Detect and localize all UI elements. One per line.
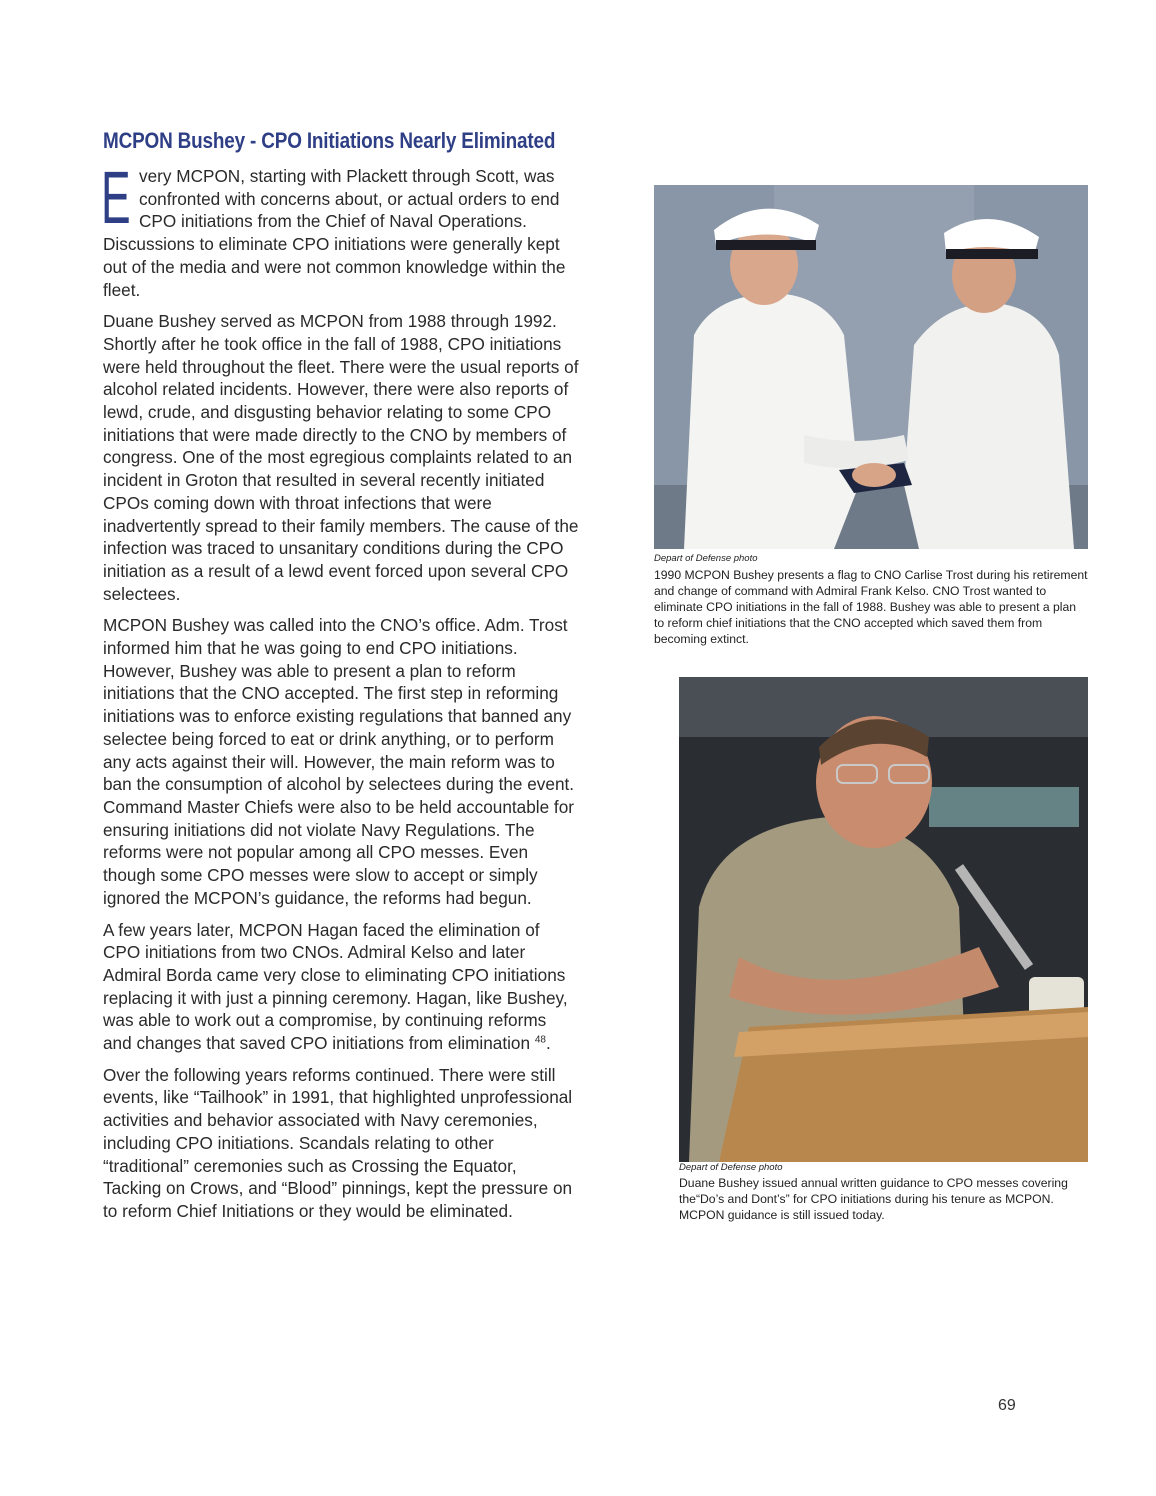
photo2-credit: Depart of Defense photo — [679, 1162, 783, 1173]
paragraph-1: Every MCPON, starting with Plackett through Scott, was confronted with concerns about, or actual orders to end CPO initiations from the Chief of Naval Operations. Discussions to eliminate CPO initiations were generally kept out of the media and were not common knowledge within the fleet. — [101, 156, 566, 300]
photo1-credit: Depart of Defense photo — [654, 553, 758, 564]
paragraph-4: A few years later, MCPON Hagan faced the elimination of CPO initiations from two CNOs. Admiral Kelso and later Admiral Borda came very close to eliminating CPO initiations replacing it with just a pinning ceremony. Hagan, like Bushey, was able to work out a compromise, by continuing reforms and changes that saved CPO initiations from elimination $^{48}$. — [103, 919, 568, 1054]
paragraph-3: MCPON Bushey was called into the CNO’s office. Adm. Trost informed him that he was going to end CPO initiations. However, Bushey was able to present a plan to reform initiations that the CNO accepted. The first step in reforming initiations was to enforce existing regulations that banned any selectee being forced to eat or drink anything, or to perform any acts against their will. However, the main reform was to ban the consumption of alcohol by selectees during the event. Command Master Chiefs were also to be held accountable for ensuring initiations did not violate Navy Regulations. The reforms were not popular among all CPO messes. Even though some CPO messes were slow to accept or simply ignored the MCPON’s guidance, the reforms had begun. — [103, 615, 575, 908]
flag-presentation-illustration — [654, 185, 1088, 549]
footnote-marker: 48 — [534, 1034, 546, 1046]
speaker-podium-illustration — [679, 677, 1088, 1162]
photo-flag-presentation — [654, 185, 1088, 549]
section-heading: MCPON Bushey - CPO Initiations Nearly Eliminated — [103, 128, 556, 153]
photo2-caption: Duane Bushey issued annual written guidance to CPO messes covering the“Do’s and Dont’s” for CPO initiations during his tenure as MCPON. MCPON guidance is still issued today. — [679, 1176, 1068, 1222]
paragraph-5: Over the following years reforms continued. There were still events, like “Tailhook” in 1991, that highlighted unprofessional activities and behavior associated with Navy ceremonies, including CPO initiations. Scandals relating to other “traditional” ceremonies such as Crossing the Equator, Tacking on Crows, and “Blood” pinnings, kept the pressure on to reform Chief Initiations or they would be eliminated. — [103, 1064, 573, 1221]
photo-speaker-podium — [679, 677, 1088, 1162]
photo1-caption: 1990 MCPON Bushey presents a flag to CNO Carlise Trost during his retirement and change of command with Admiral Frank Kelso. CNO Trost wanted to eliminate CPO initiations in the fall of 1988. Bushey was able to present a plan to reform chief initiations that the CNO accepted which saved them from becoming extinct. — [654, 568, 1088, 646]
article-body — [101, 156, 579, 1232]
drop-cap: E — [101, 156, 131, 239]
page-number: 69 — [998, 1397, 1016, 1414]
paragraph-2: Duane Bushey served as MCPON from 1988 through 1992. Shortly after he took office in the fall of 1988, CPO initiations were held throughout the fleet. There were the usual reports of alcohol related incidents. However, there were also reports of lewd, crude, and disgusting behavior relating to some CPO initiations that were made directly to the CNO by members of congress. One of the most egregious complaints related to an incident in Groton that resulted in several recently initiated CPOs coming down with throat infections that were inadvertently spread to their family members. The cause of the infection was traced to unsanitary conditions during the CPO initiation as a result of a lewd event forced upon several CPO selectees. — [103, 311, 579, 604]
